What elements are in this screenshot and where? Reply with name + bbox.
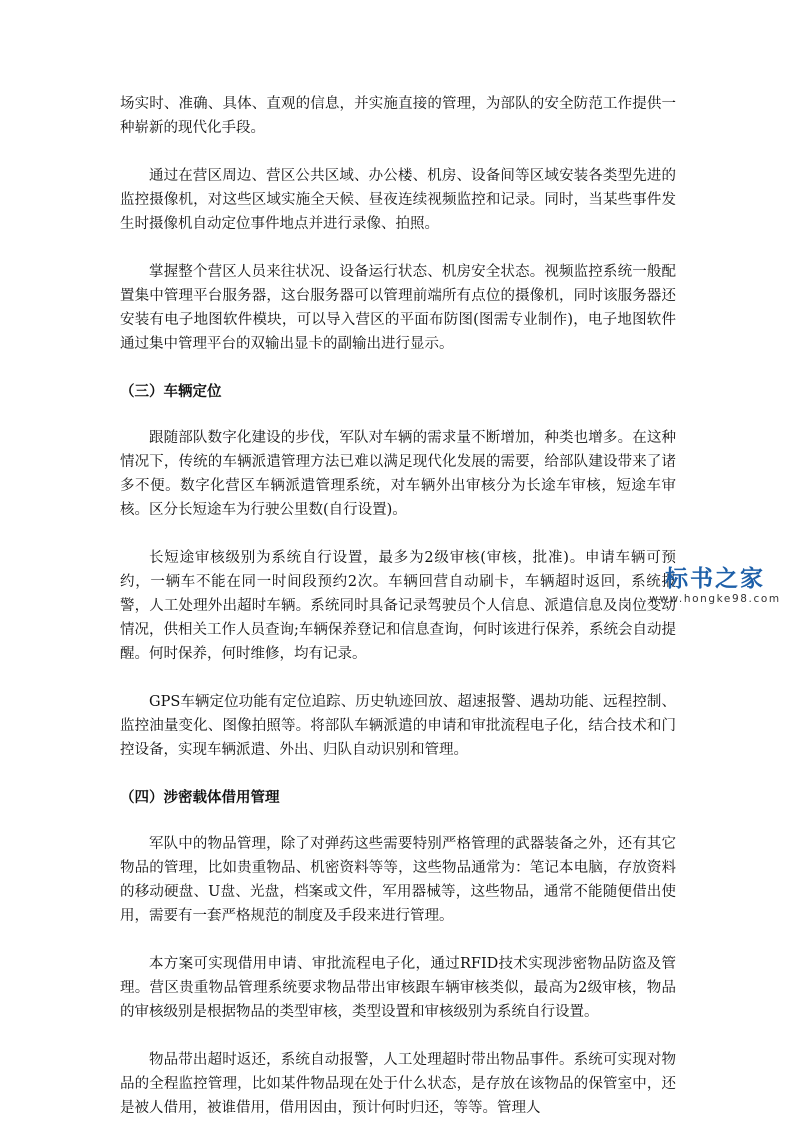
section-heading-vehicle-positioning: （三）车辆定位 [120,384,222,400]
paragraph-camera-install: 通过在营区周边、营区公共区域、办公楼、机房、设备间等区域安装各类型先进的监控摄像机，对这些区域实施全天候、昼夜连续视频监控和记录。同时，当某些事件发生时摄像机自动定位事件地点并进行录像、拍照。 [120,168,676,232]
document-body [120,92,676,1144]
paragraph-video-system: 掌握整个营区人员来往状况、设备运行状态、机房安全状态。视频监控系统一般配置集中管理平台服务器，这台服务器可以管理前端所有点位的摄像机，同时该服务器还安装有电子地图软件模块，可以导入营区的平面布防图(图需专业制作)，电子地图软件通过集中管理平台的双输出显卡的副输出进行显示。 [120,264,676,352]
watermark-url: www.hongke98.com [649,593,781,605]
watermark [640,566,790,606]
watermark-logo: 标书之家 [665,566,765,592]
paragraph-gps-functions: GPS车辆定位功能有定位追踪、历史轨迹回放、超速报警、遇劫功能、远程控制、监控油量变化、图像拍照等。将部队车辆派遣的申请和审批流程电子化，结合技术和门控设备，实现车辆派遣、外出、归队自动识别和管理。 [120,694,676,758]
paragraph-item-management: 军队中的物品管理，除了对弹药这些需要特别严格管理的武器装备之外，还有其它物品的管理，比如贵重物品、机密资料等等，这些物品通常为：笔记本电脑，存放资料的移动硬盘、U盘、光盘，档案或文件，军用器械等，这些物品，通常不能随便借出使用，需要有一套严格规范的制度及手段来进行管理。 [120,836,676,924]
paragraph-vehicle-audit: 长短途审核级别为系统自行设置，最多为2级审核(审核，批准)。申请车辆可预约，一辆车不能在同一时间段预约2次。车辆回营自动刷卡，车辆超时返回，系统报警，人工处理外出超时车辆。系统同时具备记录驾驶员个人信息、派遣信息及岗位变动情况，供相关工作人员查询;车辆保养登记和信息查询，何时该进行保养，系统会自动提醒。何时保养，何时维修，均有记录。 [120,550,676,662]
paragraph-intro-continued: 场实时、准确、具体、直观的信息，并实施直接的管理，为部队的安全防范工作提供一种崭新的现代化手段。 [120,96,676,136]
paragraph-vehicle-dispatch: 跟随部队数字化建设的步伐，军队对车辆的需求量不断增加，种类也增多。在这种情况下，传统的车辆派遣管理方法已难以满足现代化发展的需要，给部队建设带来了诸多不便。数字化营区车辆派遣管理系统，对车辆外出审核分为长途车审核，短途车审核。区分长短途车为行驶公里数(自行设置)。 [120,430,676,518]
paragraph-overdue-items: 物品带出超时返还，系统自动报警，人工处理超时带出物品事件。系统可实现对物品的全程监控管理，比如某件物品现在处于什么状态，是存放在该物品的保管室中，还是被人借用，被谁借用，借用因由，预计何时归还，等等。管理人 [120,1052,676,1116]
section-heading-classified-carrier: （四）涉密载体借用管理 [120,790,280,806]
paragraph-rfid-solution: 本方案可实现借用申请、审批流程电子化，通过RFID技术实现涉密物品防盗及管理。营区贵重物品管理系统要求物品带出审核跟车辆审核类似，最高为2级审核，物品的审核级别是根据物品的类型审核，类型设置和审核级别为系统自行设置。 [120,956,676,1020]
